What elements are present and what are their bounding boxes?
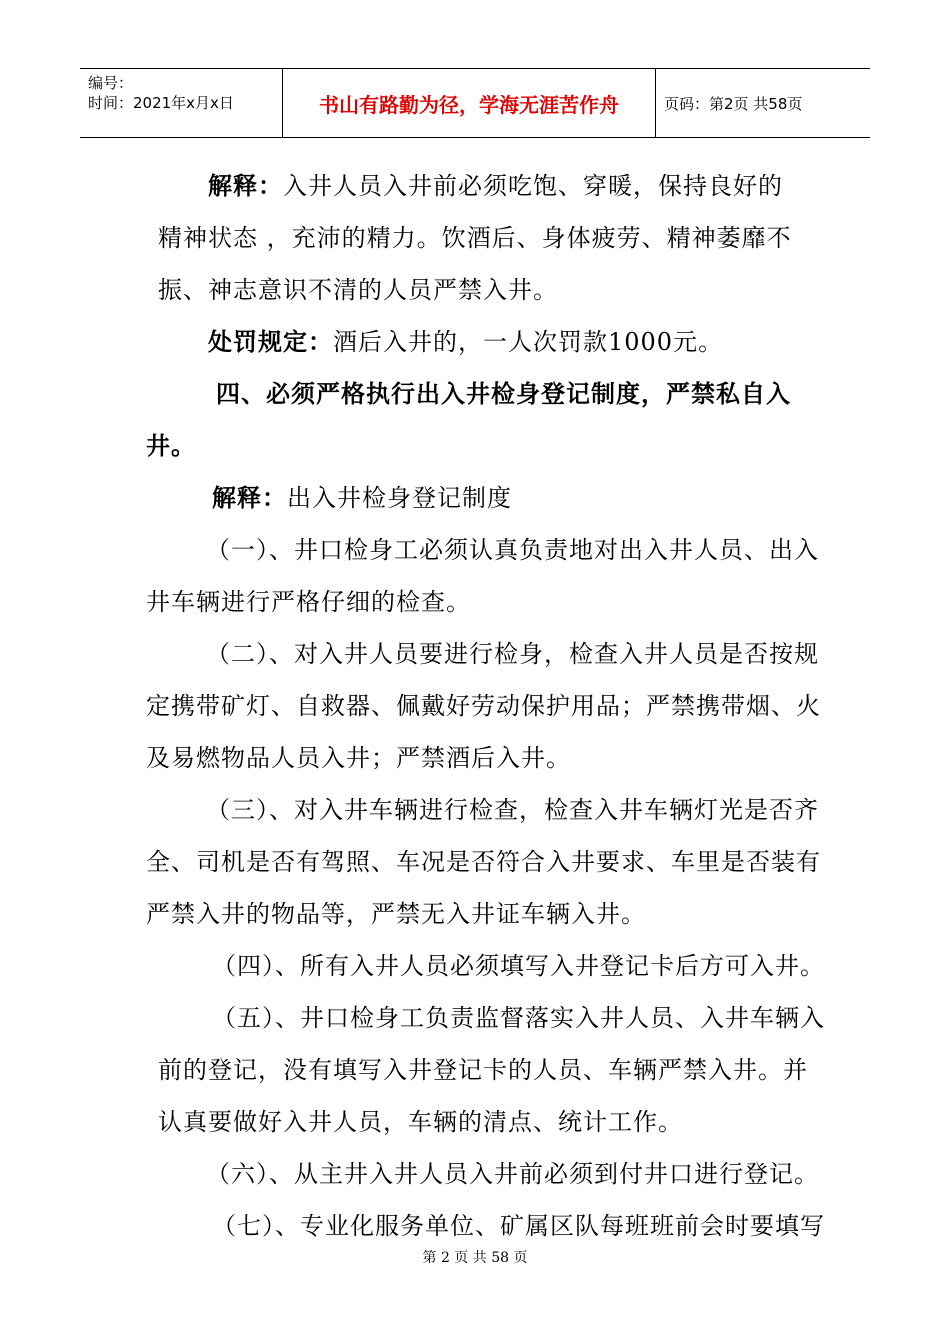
text-line: 处罚规定：酒后入井的，一人次罚款1000元。 bbox=[208, 327, 724, 356]
number-label: 编号： bbox=[88, 74, 134, 92]
header-motto: 书山有路勤为径，学海无涯苦作舟 bbox=[282, 69, 656, 137]
text-line: 井车辆进行严格仔细的检查。 bbox=[146, 588, 471, 616]
text-line: 解释：入井人员入井前必须吃饱、穿暖，保持良好的 bbox=[208, 171, 783, 200]
label-penalty: 处罚规定： bbox=[208, 327, 333, 356]
header-page-info: 页码：第2页 共58页 bbox=[664, 94, 803, 113]
text-line: 解释：出入井检身登记制度 bbox=[212, 483, 512, 512]
text-line: 及易燃物品人员入井；严禁酒后入井。 bbox=[146, 744, 571, 772]
text-line: （六）、从主井入井人员入井前必须到付井口进行登记。 bbox=[206, 1160, 819, 1188]
text-line: 严禁入井的物品等，严禁无入井证车辆入井。 bbox=[146, 900, 646, 928]
document-body bbox=[146, 160, 825, 1252]
text-line: 精神状态 ，充沛的精力。饮酒后、身体疲劳、精神萎靡不 bbox=[158, 224, 792, 252]
text-line: （七）、专业化服务单位、矿属区队每班班前会时要填写 bbox=[212, 1212, 825, 1240]
label-explanation: 解释： bbox=[208, 171, 283, 200]
text-line: 前的登记，没有填写入井登记卡的人员、车辆严禁入井。并 bbox=[158, 1056, 808, 1084]
section-heading: 四、必须严格执行出入井检身登记制度，严禁私自入 bbox=[216, 379, 791, 408]
header-meta bbox=[80, 69, 282, 137]
text-line: （五）、井口检身工负责监督落实入井人员、入井车辆入 bbox=[212, 1004, 825, 1032]
text-line: （二）、对入井人员要进行检身，检查入井人员是否按规 bbox=[206, 640, 819, 668]
label-explanation: 解释： bbox=[212, 483, 287, 512]
section-heading-cont: 井。 bbox=[146, 431, 196, 460]
text-line: 定携带矿灯、自救器、佩戴好劳动保护用品；严禁携带烟、火 bbox=[146, 692, 821, 720]
time-label: 时间：2021年x月x日 bbox=[88, 94, 234, 112]
text-line: 振、神志意识不清的人员严禁入井。 bbox=[158, 276, 558, 304]
text-line: （一）、井口检身工必须认真负责地对出入井人员、出入 bbox=[206, 536, 819, 564]
page-footer: 第 2 页 共 58 页 bbox=[422, 1250, 528, 1266]
page-header bbox=[80, 68, 870, 138]
text-line: 全、司机是否有驾照、车况是否符合入井要求、车里是否装有 bbox=[146, 848, 821, 876]
text-line: （四）、所有入井人员必须填写入井登记卡后方可入井。 bbox=[212, 952, 825, 980]
text-line: 认真要做好入井人员，车辆的清点、统计工作。 bbox=[158, 1108, 683, 1136]
text-line: （三）、对入井车辆进行检查，检查入井车辆灯光是否齐 bbox=[206, 796, 819, 824]
